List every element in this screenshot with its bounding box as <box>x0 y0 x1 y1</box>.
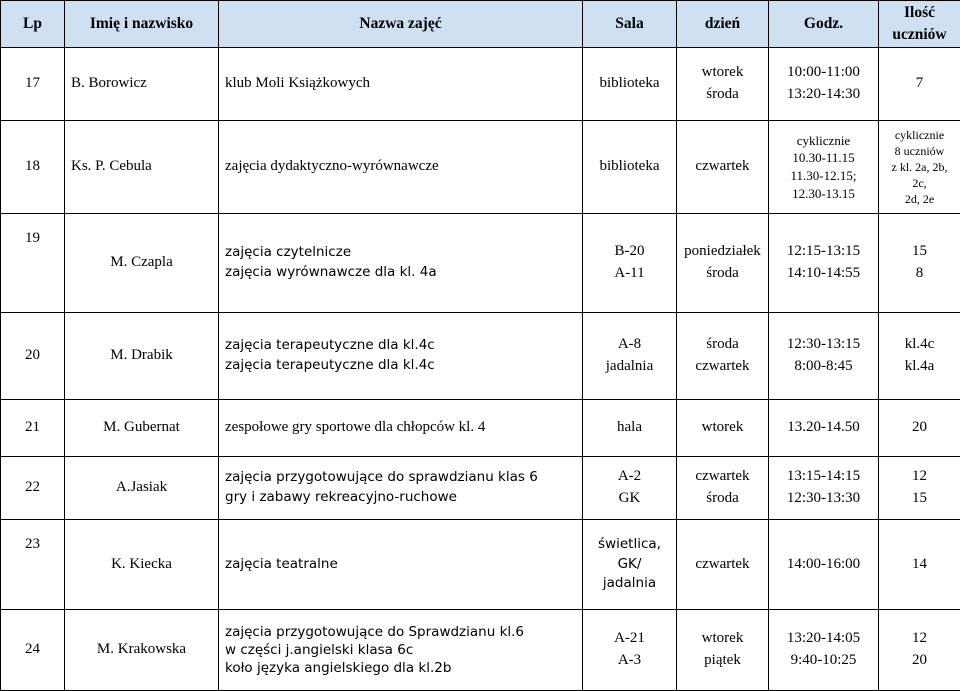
cell-time <box>769 121 879 214</box>
cell-day <box>677 121 769 214</box>
table-row <box>1 400 960 457</box>
count-line: 2d, 2e <box>883 191 956 207</box>
subject-line: zespołowe gry sportowe dla chłopców kl. 4 <box>225 417 578 439</box>
cell-name: M. Krakowska <box>65 610 219 691</box>
count-line: z kl. 2a, 2b, 2c, <box>883 159 956 191</box>
header-lp: Lp <box>1 1 65 48</box>
header-count-line: uczniów <box>883 24 956 46</box>
cell-room <box>583 121 677 214</box>
cell-lp: 24 <box>1 610 65 691</box>
subject-line: zajęcia przygotowujące do sprawdzianu klas 6 <box>225 468 578 488</box>
room-line: biblioteka <box>587 73 672 95</box>
cell-count <box>879 520 960 610</box>
cell-name: Ks. P. Cebula <box>65 121 219 214</box>
cell-day <box>677 610 769 691</box>
count-line: 15 <box>883 488 956 510</box>
subject-line: zajęcia przygotowujące do Sprawdzianu kl.6 <box>225 623 578 641</box>
time-line: 12:30-13:30 <box>773 488 874 510</box>
count-line: 8 uczniów <box>883 143 956 159</box>
time-line: 12.30-13.15 <box>773 185 874 203</box>
cell-subject <box>219 214 583 313</box>
count-line: 8 <box>883 263 956 285</box>
cell-day <box>677 313 769 400</box>
time-line: 11.30-12.15; <box>773 167 874 185</box>
subject-line: zajęcia terapeutyczne dla kl.4c <box>225 356 578 376</box>
cell-lp: 17 <box>1 48 65 121</box>
subject-line: zajęcia terapeutyczne dla kl.4c <box>225 336 578 356</box>
room-line: B-20 <box>587 241 672 263</box>
cell-lp: 21 <box>1 400 65 457</box>
time-line: 14:00-16:00 <box>773 554 874 576</box>
cell-lp: 23 <box>1 520 65 610</box>
subject-line: zajęcia czytelnicze <box>225 243 578 263</box>
subject-line: zajęcia wyrównawcze dla kl. 4a <box>225 263 578 283</box>
cell-count <box>879 313 960 400</box>
count-line: 20 <box>883 417 956 439</box>
subject-line: zajęcia teatralne <box>225 555 578 575</box>
header-count-line: Ilość <box>883 2 956 24</box>
cell-day <box>677 520 769 610</box>
time-line: 13.20-14.50 <box>773 417 874 439</box>
cell-room <box>583 610 677 691</box>
header-time: Godz. <box>769 1 879 48</box>
time-line: 10.30-11.15 <box>773 149 874 167</box>
cell-time <box>769 48 879 121</box>
count-line: cyklicznie <box>883 127 956 143</box>
count-line: 12 <box>883 466 956 488</box>
count-line: 15 <box>883 241 956 263</box>
cell-count <box>879 214 960 313</box>
table-row <box>1 313 960 400</box>
time-line: 13:20-14:30 <box>773 84 874 106</box>
room-line: jadalnia <box>587 574 672 594</box>
day-line: środa <box>681 488 764 510</box>
cell-room <box>583 520 677 610</box>
time-line: cyklicznie <box>773 132 874 150</box>
cell-name: M. Drabik <box>65 313 219 400</box>
header-room: Sala <box>583 1 677 48</box>
count-line: kl.4c <box>883 334 956 356</box>
subject-line: gry i zabawy rekreacyjno-ruchowe <box>225 488 578 508</box>
day-line: czwartek <box>681 554 764 576</box>
room-line: hala <box>587 417 672 439</box>
cell-subject <box>219 400 583 457</box>
cell-subject <box>219 313 583 400</box>
cell-name: K. Kiecka <box>65 520 219 610</box>
cell-count <box>879 121 960 214</box>
table-row <box>1 457 960 520</box>
cell-time <box>769 520 879 610</box>
room-line: świetlica, <box>587 535 672 555</box>
header-day: dzień <box>677 1 769 48</box>
time-line: 12:30-13:15 <box>773 334 874 356</box>
day-line: środa <box>681 84 764 106</box>
cell-day <box>677 400 769 457</box>
time-line: 8:00-8:45 <box>773 356 874 378</box>
cell-time <box>769 610 879 691</box>
cell-day <box>677 48 769 121</box>
cell-lp: 19 <box>1 214 65 313</box>
time-line: 9:40-10:25 <box>773 650 874 672</box>
header-name: Imię i nazwisko <box>65 1 219 48</box>
cell-lp: 22 <box>1 457 65 520</box>
subject-line: koło języka angielskiego dla kl.2b <box>225 659 578 677</box>
count-line: 14 <box>883 554 956 576</box>
table-row <box>1 610 960 691</box>
day-line: wtorek <box>681 62 764 84</box>
cell-lp: 20 <box>1 313 65 400</box>
cell-day <box>677 457 769 520</box>
count-line: kl.4a <box>883 356 956 378</box>
cell-count <box>879 610 960 691</box>
cell-room <box>583 457 677 520</box>
cell-time <box>769 457 879 520</box>
table-row <box>1 520 960 610</box>
day-line: środa <box>681 334 764 356</box>
cell-subject <box>219 610 583 691</box>
room-line: GK <box>587 488 672 510</box>
table-row <box>1 121 960 214</box>
header-row <box>1 1 960 48</box>
cell-subject <box>219 121 583 214</box>
cell-room <box>583 313 677 400</box>
cell-room <box>583 214 677 313</box>
cell-subject <box>219 48 583 121</box>
day-line: poniedziałek <box>681 241 764 263</box>
day-line: wtorek <box>681 628 764 650</box>
cell-name: B. Borowicz <box>65 48 219 121</box>
room-line: A-2 <box>587 466 672 488</box>
header-subject: Nazwa zajęć <box>219 1 583 48</box>
room-line: GK/ <box>587 555 672 575</box>
cell-count <box>879 400 960 457</box>
time-line: 13:20-14:05 <box>773 628 874 650</box>
cell-room <box>583 48 677 121</box>
table-row <box>1 48 960 121</box>
cell-lp: 18 <box>1 121 65 214</box>
cell-count <box>879 48 960 121</box>
cell-subject <box>219 457 583 520</box>
count-line: 20 <box>883 650 956 672</box>
cell-day <box>677 214 769 313</box>
subject-line: klub Moli Książkowych <box>225 73 578 95</box>
subject-line: w części j.angielski klasa 6c <box>225 641 578 659</box>
cell-time <box>769 313 879 400</box>
time-line: 13:15-14:15 <box>773 466 874 488</box>
day-line: środa <box>681 263 764 285</box>
room-line: A-21 <box>587 628 672 650</box>
room-line: A-8 <box>587 334 672 356</box>
cell-name: A.Jasiak <box>65 457 219 520</box>
cell-count <box>879 457 960 520</box>
cell-name: M. Czapla <box>65 214 219 313</box>
room-line: biblioteka <box>587 156 672 178</box>
cell-room <box>583 400 677 457</box>
day-line: piątek <box>681 650 764 672</box>
day-line: czwartek <box>681 466 764 488</box>
room-line: jadalnia <box>587 356 672 378</box>
table-row <box>1 214 960 313</box>
cell-time <box>769 214 879 313</box>
time-line: 12:15-13:15 <box>773 241 874 263</box>
subject-line: zajęcia dydaktyczno-wyrównawcze <box>225 156 578 178</box>
room-line: A-11 <box>587 263 672 285</box>
count-line: 7 <box>883 73 956 95</box>
time-line: 14:10-14:55 <box>773 263 874 285</box>
cell-subject <box>219 520 583 610</box>
day-line: wtorek <box>681 417 764 439</box>
header-count <box>879 1 960 48</box>
cell-name: M. Gubernat <box>65 400 219 457</box>
count-line: 12 <box>883 628 956 650</box>
day-line: czwartek <box>681 356 764 378</box>
time-line: 10:00-11:00 <box>773 62 874 84</box>
cell-time <box>769 400 879 457</box>
day-line: czwartek <box>681 156 764 178</box>
room-line: A-3 <box>587 650 672 672</box>
